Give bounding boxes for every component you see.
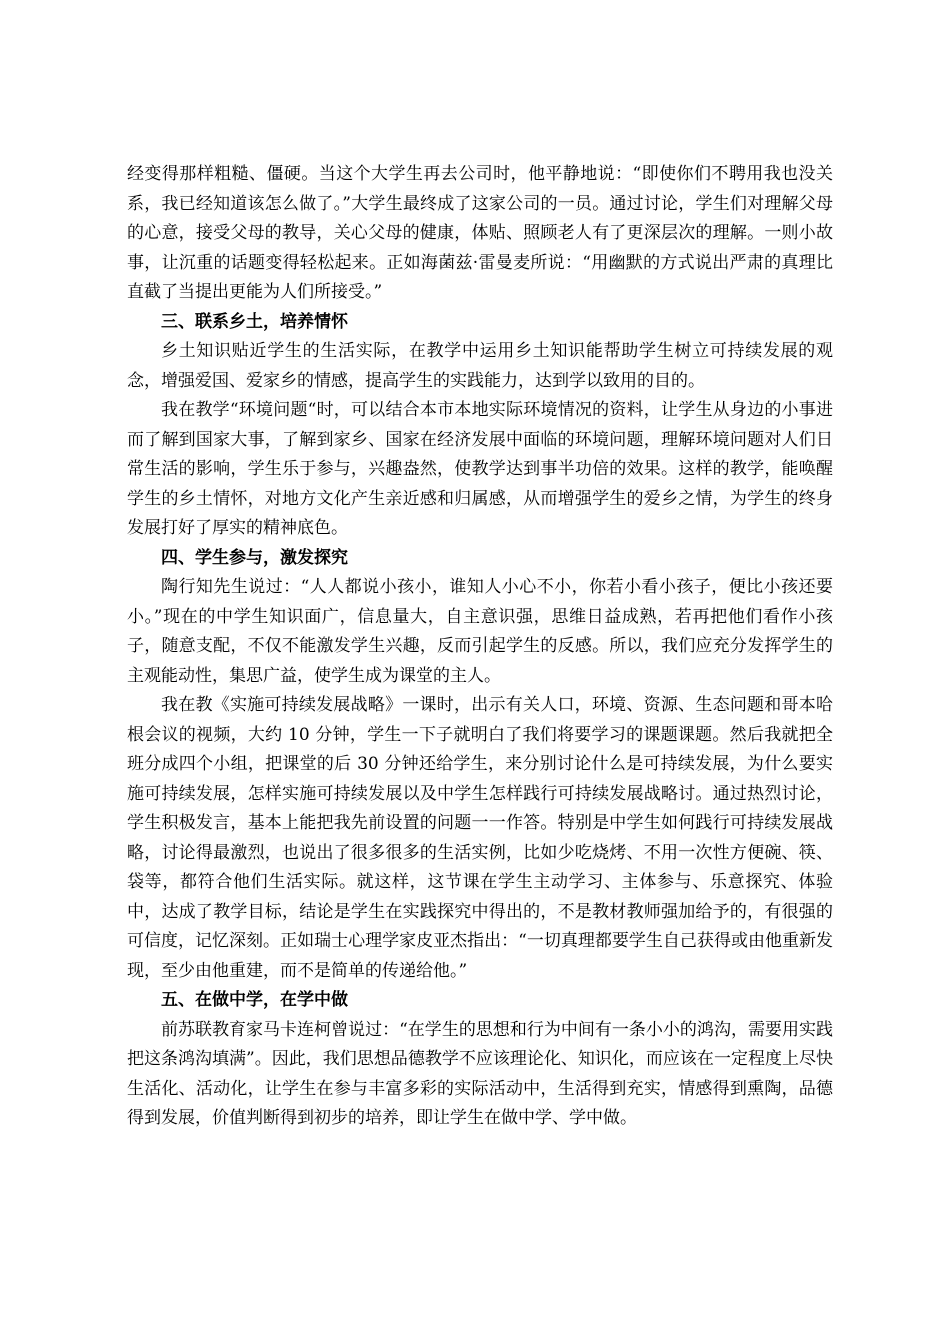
section-heading-3: 三、联系乡土，培养情怀 <box>161 311 348 332</box>
paragraph-continued: 经变得那样粗糙、僵硬。当这个大学生再去公司时，他平静地说：“即使你们不聘用我也没关系，我已经知道该怎么做了。”大学生最终成了这家公司的一员。通过讨论，学生们对理解父母的心意，接受父母的教导，关心父母的健康，体贴、照顾老人有了更深层次的理解。一则小故事，让沉重的话题变得轻松起来。正如海菌兹·雷曼麦所说：“用幽默的方式说出严肃的真理比直截了当提出更能为人们所接受。” <box>127 164 833 302</box>
document-page <box>127 160 833 1134</box>
section-heading-5: 五、在做中学，在学中做 <box>161 990 348 1010</box>
paragraph: 我在教学“环境问题“时，可以结合本市本地实际环境情况的资料，让学生从身边的小事进而了解到国家大事，了解到家乡、国家在经济发展中面临的环境问题，理解环境问题对人们日常生活的影响，学生乐于参与，兴趣盎然，使教学达到事半功倍的效果。这样的教学，能唤醒学生的乡土情怀，对地方文化产生亲近感和归属感，从而增强学生的爱乡之情，为学生的终身发展打好了厚实的精神底色。 <box>127 400 833 538</box>
paragraph: 我在教《实施可持续发展战略》一课时，出示有关人口，环境、资源、生态问题和哥本哈根会议的视频，大约 10 分钟，学生一下子就明白了我们将要学习的课题课题。然后我就把全班分成四个小组，把课堂的后 30 分钟还给学生，来分别讨论什么是可持续发展，为什么要实施可持续发展，怎样实施可持续发展以及中学生怎样践行可持续发展战略讨。通过热烈讨论，学生积极发言，基本上能把我先前设置的问题一一作答。特别是中学生如何践行可持续发展战略，讨论得最激烈，也说出了很多很多的生活实例，比如少吃烧烤、不用一次性方便碗、筷、袋等，都符合他们生活实际。就这样，这节课在学生主动学习、主体参与、乐意探究、体验中，达成了教学目标，结论是学生在实践探究中得出的，不是教材教师强加给予的，有很强的可信度，记忆深刻。正如瑞士心理学家皮亚杰指出：“一切真理都要学生自己获得或由他重新发现，至少由他重建，而不是简单的传递给他。” <box>127 695 833 981</box>
paragraph: 乡土知识贴近学生的生活实际，在教学中运用乡土知识能帮助学生树立可持续发展的观念，增强爱国、爱家乡的情感，提高学生的实践能力，达到学以致用的目的。 <box>127 341 833 391</box>
section-heading-4: 四、学生参与，激发探究 <box>161 547 348 568</box>
paragraph: 前苏联教育家马卡连柯曾说过：“在学生的思想和行为中间有一条小小的鸿沟，需要用实践把这条鸿沟填满”。因此，我们思想品德教学不应该理论化、知识化，而应该在一定程度上尽快生活化、活动化，让学生在参与丰富多彩的实际活动中，生活得到充实，情感得到熏陶，品德得到发展，价值判断得到初步的培养，即让学生在做中学、学中做。 <box>127 1019 833 1128</box>
paragraph: 陶行知先生说过：“人人都说小孩小，谁知人小心不小，你若小看小孩子，便比小孩还要小。”现在的中学生知识面广，信息量大，自主意识强，思维日益成熟，若再把他们看作小孩子，随意支配，不仅不能激发学生兴趣，反而引起学生的反感。所以，我们应充分发挥学生的主观能动性，集思广益，使学生成为课堂的主人。 <box>127 577 833 686</box>
